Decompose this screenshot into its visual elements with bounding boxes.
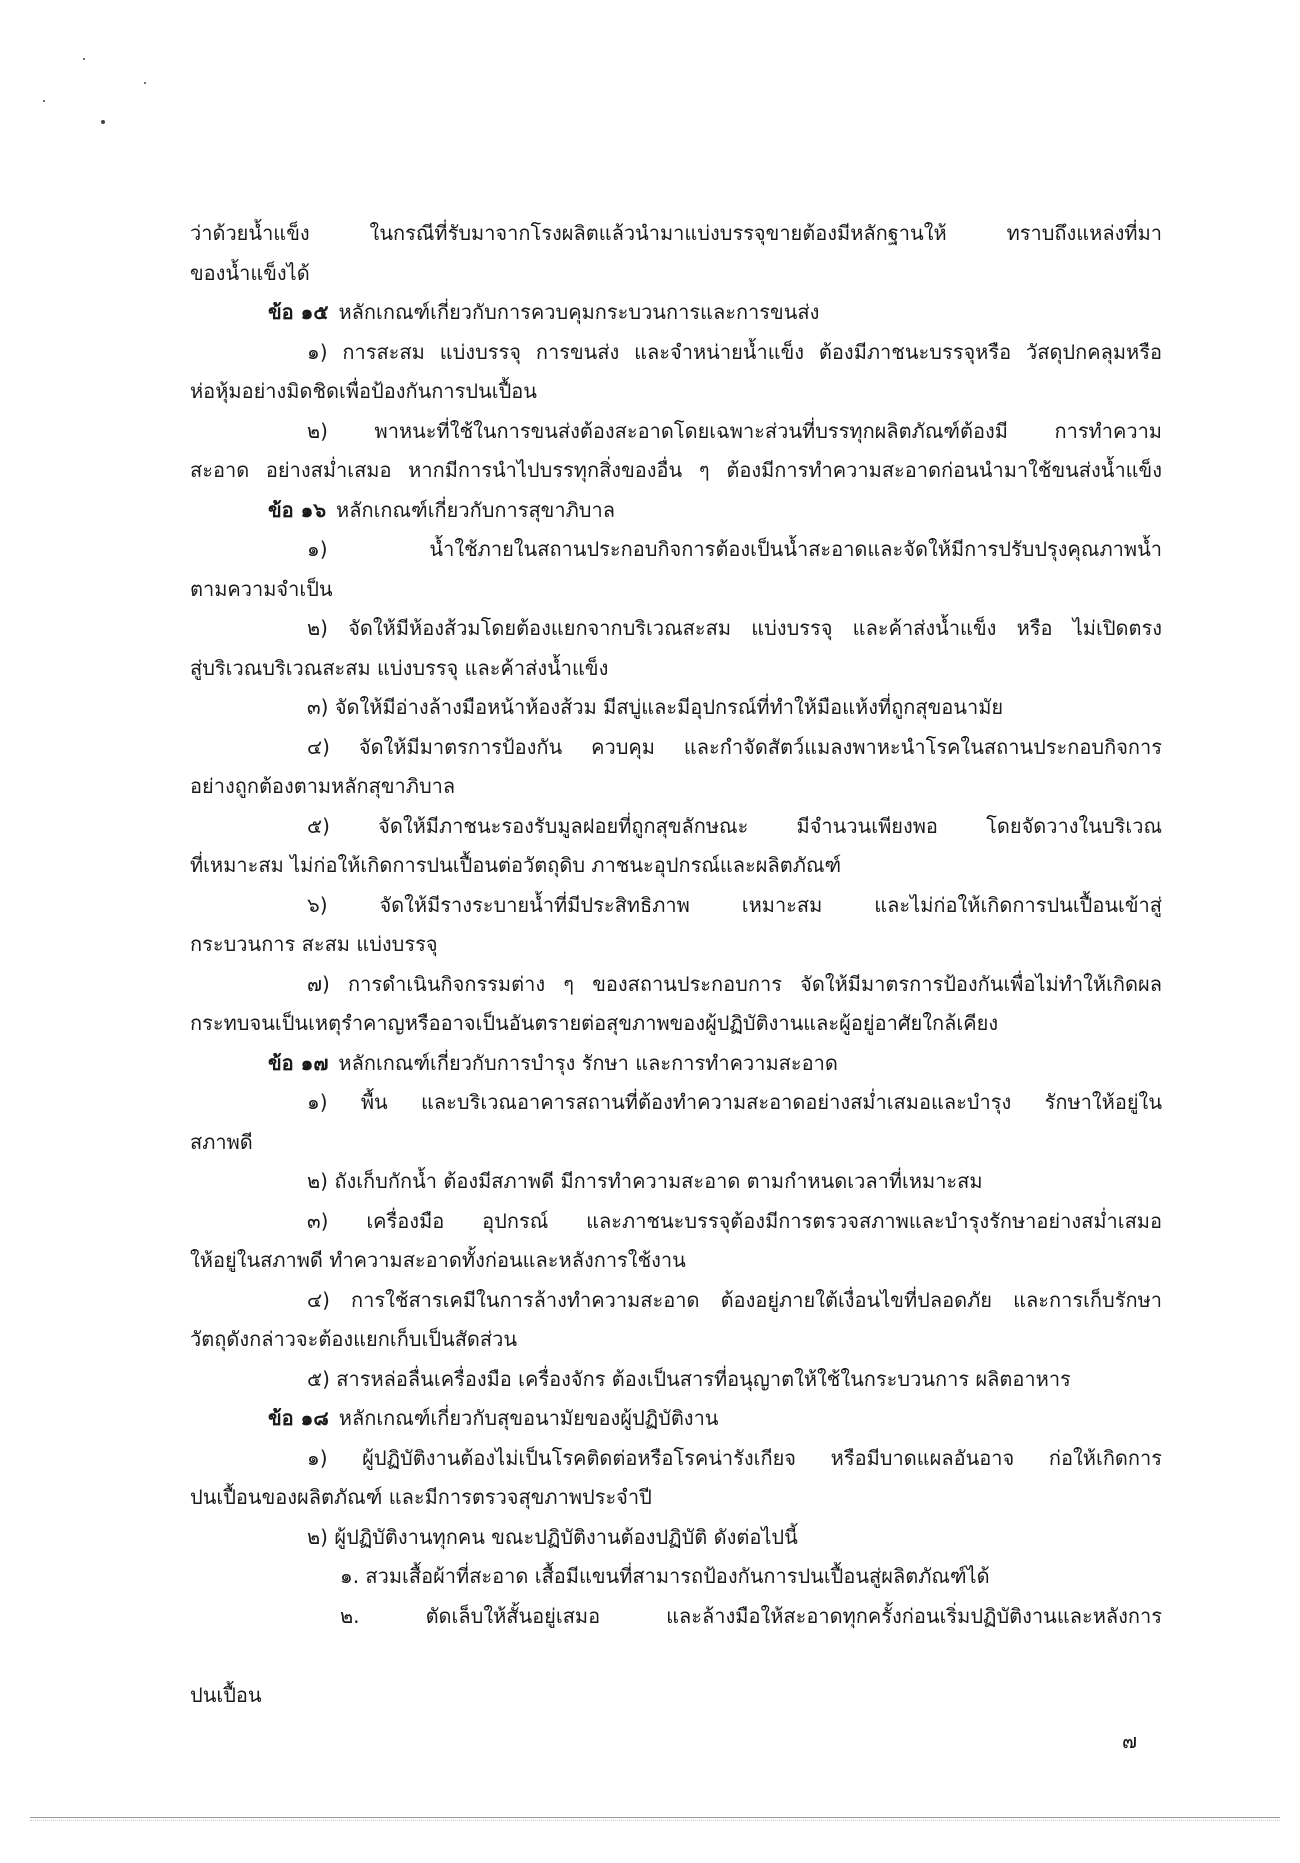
text-line: กระทบจนเป็นเหตุรำคาญหรืออาจเป็นอันตรายต่อสุขภาพของผู้ปฏิบัติงานและผู้อยู่อาศัยใกล้เคียง: [190, 1011, 999, 1035]
text-line: ๒) พาหนะที่ใช้ในการขนส่งต้องสะอาดโดยเฉพาะส่วนที่บรรทุกผลิตภัณฑ์ต้องมี การทำความ: [307, 418, 1162, 443]
clause-title: หลักเกณฑ์เกี่ยวกับสุขอนามัยของผู้ปฏิบัติงาน: [338, 1406, 719, 1430]
text-line: ห่อหุ้มอย่างมิดชิดเพื่อป้องกันการปนเปื้อน: [190, 379, 537, 403]
document-body: [190, 214, 1162, 1715]
text-line: ที่เหมาะสม ไม่ก่อให้เกิดการปนเปื้อนต่อวัตถุดิบ ภาชนะอุปกรณ์และผลิตภัณฑ์: [190, 853, 842, 877]
text-line: ๒) ผู้ปฏิบัติงานทุกคน ขณะปฏิบัติงานต้องปฏิบัติ ดังต่อไปนี้: [307, 1524, 798, 1549]
text-line: ๑) น้ำใช้ภายในสถานประกอบกิจการต้องเป็นน้ำสะอาดและจัดให้มีการปรับปรุงคุณภาพน้ำ: [307, 537, 1162, 561]
clause-heading: [190, 1044, 1162, 1084]
text-line: ๕) สารหล่อลื่นเครื่องมือ เครื่องจักร ต้องเป็นสารที่อนุญาตให้ใช้ในกระบวนการ ผลิตอาหาร: [307, 1366, 1071, 1391]
text-line: ว่าด้วยน้ำแข็ง ในกรณีที่รับมาจากโรงผลิตแล้วนำมาแบ่งบรรจุขายต้องมีหลักฐานให้ ทราบถึงแหล่งที่มา: [190, 221, 1162, 245]
text-line: ของน้ำแข็งได้: [190, 260, 310, 285]
text-line: ๑) การสะสม แบ่งบรรจุ การขนส่ง และจำหน่ายน้ำแข็ง ต้องมีภาชนะบรรจุหรือ วัสดุปกคลุมหรือ: [307, 339, 1162, 364]
text-line: ปนเปื้อนของผลิตภัณฑ์ และมีการตรวจสุขภาพประจำปี: [190, 1485, 652, 1509]
clause-title: หลักเกณฑ์เกี่ยวกับการบำรุง รักษา และการทำความสะอาด: [338, 1050, 838, 1075]
clause-number: ข้อ ๑๖: [268, 497, 327, 522]
text-line: วัตถุดังกล่าวจะต้องแยกเก็บเป็นสัดส่วน: [190, 1327, 518, 1351]
clause-title: หลักเกณฑ์เกี่ยวกับการสุขาภิบาล: [336, 497, 615, 522]
text-line: อย่างถูกต้องตามหลักสุขาภิบาล: [190, 774, 456, 798]
text-line: ๒. ตัดเล็บให้สั้นอยู่เสมอ และล้างมือให้สะอาดทุกครั้งก่อนเริ่มปฏิบัติงานและหลังการ: [340, 1603, 1162, 1628]
text-line: ๑. สวมเสื้อผ้าที่สะอาด เสื้อมีแขนที่สามารถป้องกันการปนเปื้อนสู่ผลิตภัณฑ์ได้: [340, 1564, 990, 1588]
text-line: ๗) การดำเนินกิจกรรมต่าง ๆ ของสถานประกอบการ จัดให้มีมาตรการป้องกันเพื่อไม่ทำให้เกิดผล: [307, 971, 1162, 996]
clause-title: หลักเกณฑ์เกี่ยวกับการควบคุมกระบวนการและการขนส่ง: [338, 300, 820, 324]
text-line: ปนเปื้อน: [190, 1682, 262, 1707]
text-line: ๔) จัดให้มีมาตรการป้องกัน ควบคุม และกำจัดสัตว์แมลงพาหะนำโรคในสถานประกอบกิจการ: [307, 734, 1162, 759]
text-line: สภาพดี: [190, 1129, 253, 1154]
scan-speck: [144, 82, 146, 84]
text-line: ๓) เครื่องมือ อุปกรณ์ และภาชนะบรรจุต้องมีการตรวจสภาพและบำรุงรักษาอย่างสม่ำเสมอ: [307, 1208, 1162, 1233]
text-line: ๖) จัดให้มีรางระบายน้ำที่มีประสิทธิภาพ เหมาะสม และไม่ก่อให้เกิดการปนเปื้อนเข้าสู่: [307, 892, 1162, 917]
footer-rule: [30, 1817, 1280, 1818]
clause-number: ข้อ ๑๘: [268, 1406, 329, 1430]
footer-rule-dotted: [30, 1820, 1280, 1821]
scan-speck: [101, 120, 105, 124]
text-line: สะอาด อย่างสม่ำเสมอ หากมีการนำไปบรรทุกสิ่งของอื่น ๆ ต้องมีการทำความสะอาดก่อนนำมาใช้ขนส่งน้ำแข็ง: [190, 458, 1162, 482]
clause-heading: [190, 1399, 1162, 1439]
text-line: ๑) พื้น และบริเวณอาคารสถานที่ต้องทำความสะอาดอย่างสม่ำเสมอและบำรุง รักษาให้อยู่ใน: [307, 1090, 1162, 1114]
text-line: กระบวนการ สะสม แบ่งบรรจุ: [190, 932, 438, 956]
text-line: ๓) จัดให้มีอ่างล้างมือหน้าห้องส้วม มีสบู่และมีอุปกรณ์ที่ทำให้มือแห้งที่ถูกสุขอนามัย: [307, 695, 1004, 719]
text-line: สู่บริเวณบริเวณสะสม แบ่งบรรจุ และค้าส่งน้ำแข็ง: [190, 655, 609, 680]
clause-number: ข้อ ๑๗: [268, 1050, 329, 1075]
clause-number: ข้อ ๑๕: [268, 300, 329, 324]
text-line: ๕) จัดให้มีภาชนะรองรับมูลฝอยที่ถูกสุขลักษณะ มีจำนวนเพียงพอ โดยจัดวางในบริเวณ: [307, 813, 1162, 838]
text-line: ๒) ถังเก็บกักน้ำ ต้องมีสภาพดี มีการทำความสะอาด ตามกำหนดเวลาที่เหมาะสม: [307, 1169, 983, 1193]
text-line: [190, 1636, 1162, 1676]
scan-speck: [43, 100, 45, 102]
text-line: ๑) ผู้ปฏิบัติงานต้องไม่เป็นโรคติดต่อหรือโรคน่ารังเกียจ หรือมีบาดแผลอันอาจ ก่อให้เกิดการ: [307, 1445, 1162, 1470]
text-line: ให้อยู่ในสภาพดี ทำความสะอาดทั้งก่อนและหลังการใช้งาน: [190, 1248, 686, 1272]
page-number: ๗: [1122, 1729, 1138, 1753]
clause-heading: [190, 491, 1162, 531]
clause-heading: [190, 293, 1162, 333]
text-line: ๒) จัดให้มีห้องส้วมโดยต้องแยกจากบริเวณสะสม แบ่งบรรจุ และค้าส่งน้ำแข็ง หรือ ไม่เปิดตรง: [307, 616, 1162, 640]
text-line: ๔) การใช้สารเคมีในการล้างทำความสะอาด ต้องอยู่ภายใต้เงื่อนไขที่ปลอดภัย และการเก็บรักษา: [307, 1287, 1162, 1312]
scan-speck: [83, 58, 85, 60]
text-line: ตามความจำเป็น: [190, 576, 333, 601]
